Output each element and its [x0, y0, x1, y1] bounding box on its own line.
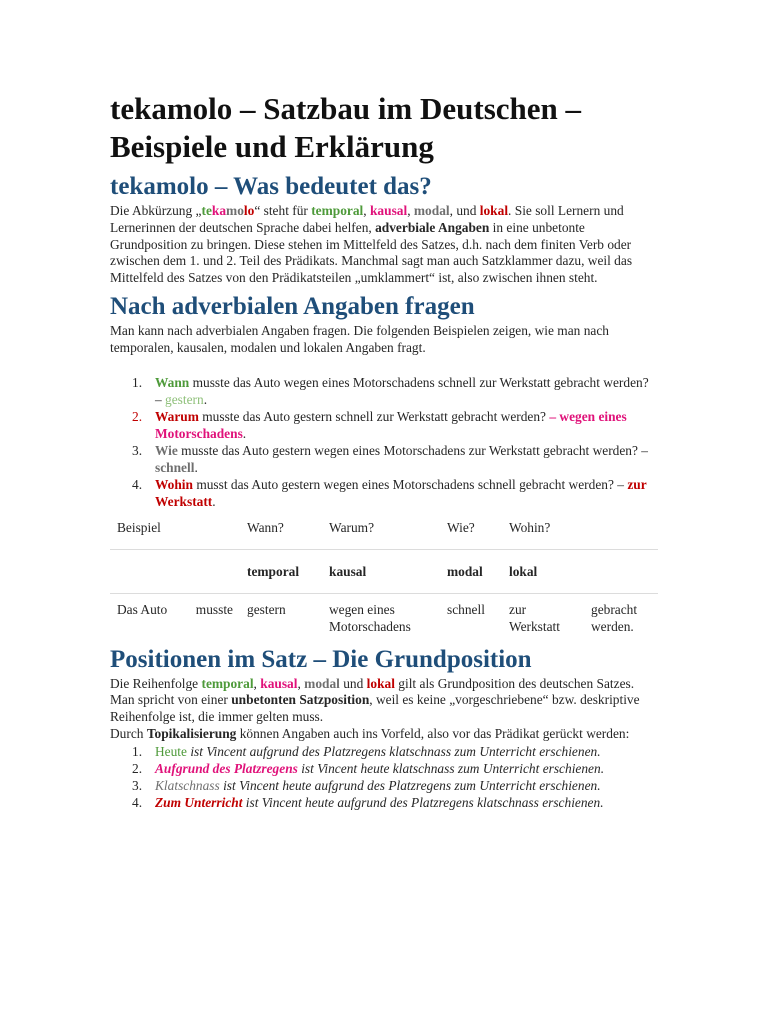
table-row — [110, 593, 658, 635]
list-item — [110, 743, 658, 760]
table-cell: gestern — [247, 601, 286, 617]
text-run: Durch — [110, 725, 147, 741]
term-topikalisierung: Topikalisierung — [146, 725, 237, 741]
text-run: , — [407, 203, 414, 218]
abbr-mo: mo — [226, 203, 244, 218]
question-word: Wohin — [155, 476, 193, 492]
page-title: tekamolo – Satzbau im Deutschen – Beispiele und Erklärung — [110, 91, 582, 164]
list-item — [110, 794, 658, 811]
list-item — [110, 476, 658, 510]
sentence-text: ist Vincent heute klatschnass zum Unterricht erschienen. — [297, 760, 605, 776]
list-item — [110, 777, 658, 794]
term-adverbiale-angaben: adverbiale Angaben — [375, 219, 490, 235]
example-sentence-list — [110, 743, 658, 811]
question-text: musste das Auto wegen eines Motorschadens schnell zur Werkstatt gebracht werden? – — [155, 374, 649, 407]
abbr-te: te — [201, 203, 212, 218]
list-number: 2. — [132, 760, 143, 776]
table-cell: schnell — [447, 601, 485, 617]
text-run: . Sie soll Lernern und Lernerinnen der deutschen Sprache dabei helfen, — [110, 203, 624, 235]
text-run: . — [203, 391, 208, 407]
answer: zur Werkstatt — [155, 476, 647, 509]
text-run: , — [297, 675, 305, 691]
heading-adverbialen-angaben: Nach adverbialen Angaben fragen — [110, 292, 475, 320]
table-cell: Das Auto — [117, 601, 168, 617]
list-item — [110, 442, 658, 476]
text-run: , — [253, 675, 261, 691]
answer: gestern — [165, 391, 204, 407]
sentence-lead: Klatschnass — [155, 777, 220, 793]
text-run: . — [212, 493, 216, 509]
abbr-ka: ka — [211, 203, 227, 218]
term-kausal: kausal — [260, 675, 298, 691]
sentence-text: ist Vincent aufgrund des Platzregens klatschnass zum Unterricht erschienen. — [186, 743, 601, 759]
sentence-lead: Zum Unterricht — [155, 794, 243, 810]
table-cell: wegen eines Motorschadens — [329, 601, 411, 634]
question-text: musste das Auto gestern wegen eines Motorschadens zur Werkstatt gebracht werden? – — [177, 442, 648, 458]
paragraph-fragen-intro: Man kann nach adverbialen Angaben fragen. Die folgenden Beispielen zeigen, wie man nach temporalen, kausalen, modalen und lokalen Angaben fragt. — [110, 322, 609, 355]
term-lokal: lokal — [366, 675, 395, 691]
answer: – wegen eines Motorschadens — [155, 408, 627, 441]
abbr-lo: lo — [243, 203, 255, 218]
question-word: Wann — [155, 374, 190, 390]
table-cell: zur Werkstatt — [509, 601, 560, 634]
sentence-lead: Aufgrund des Platzregens — [155, 760, 298, 776]
text-run: können Angaben auch ins Vorfeld, also vor das Prädikat gerückt werden: — [236, 725, 630, 741]
text-run: , und — [449, 203, 480, 218]
table-cell: modal — [440, 549, 502, 593]
table-cell — [584, 549, 658, 593]
term-temporal: temporal — [311, 203, 364, 218]
list-number: 3. — [132, 777, 143, 793]
term-modal: modal — [304, 675, 340, 691]
heading-was-bedeutet: tekamolo – Was bedeutet das? — [110, 173, 432, 200]
table-cell — [584, 516, 658, 550]
text-run: . — [194, 459, 198, 475]
table-header-row — [110, 516, 658, 550]
table-label-row — [110, 549, 658, 593]
text-run: in eine unbetonte Grundposition zu bringen. Diese stehen im Mittelfeld des Satzes, d.h. nach dem finiten Verb oder zwischen dem 1. und 2. Teil des Prädikats. Manchmal sagt man auch Satzklammer dazu, weil das Mittelfeld des Satzes von den Prädikatsteilen „umklammert“ ist, also zwischen ihnen steht. — [110, 219, 633, 286]
term-lokal: lokal — [479, 203, 509, 218]
table-cell: Beispiel — [110, 516, 180, 550]
table-cell: Wann? — [240, 516, 322, 550]
table-cell: gebracht werden. — [591, 601, 638, 634]
list-item — [110, 760, 658, 777]
table-cell: lokal — [502, 549, 584, 593]
paragraph-topikalisierung — [110, 726, 658, 743]
table-cell: Warum? — [322, 516, 440, 550]
term-modal: modal — [413, 203, 450, 218]
list-number: 4. — [132, 476, 143, 492]
table-cell: musste — [195, 601, 233, 617]
term-unbetonte-satzposition: unbetonten Satzposition — [231, 692, 370, 708]
question-text: musst das Auto gestern wegen eines Motorschadens schnell gebracht werden? – — [192, 476, 628, 492]
table-cell: kausal — [322, 549, 440, 593]
text-run: , weil es keine „vorgeschriebene“ bzw. deskriptive Reihenfolge ist, die immer gelten muss. — [110, 692, 640, 725]
text-run: Die Abkürzung „ — [110, 203, 202, 218]
list-item — [110, 408, 658, 442]
tekamolo-table — [110, 516, 658, 635]
text-run: Die Reihenfolge — [110, 675, 202, 691]
text-run: und — [339, 675, 367, 691]
sentence-text: ist Vincent heute aufgrund des Platzregens klatschnass erschienen. — [242, 794, 604, 810]
question-word: Wie — [155, 442, 178, 458]
question-word: Warum — [155, 408, 199, 424]
list-number: 4. — [132, 794, 143, 810]
sentence-lead: Heute — [155, 743, 187, 759]
table-cell: temporal — [240, 549, 322, 593]
text-run: , — [363, 203, 370, 218]
list-number: 3. — [132, 442, 143, 458]
text-run: “ steht für — [254, 203, 312, 218]
term-temporal: temporal — [201, 675, 254, 691]
answer: schnell — [155, 459, 195, 475]
list-number: 1. — [132, 374, 143, 390]
question-text: musste das Auto gestern schnell zur Werkstatt gebracht werden? — [198, 408, 550, 424]
list-number: 2. — [132, 408, 143, 424]
heading-grundposition: Positionen im Satz – Die Grundposition — [110, 645, 532, 673]
table-cell: Wie? — [440, 516, 502, 550]
paragraph-tekamolo-definition — [110, 203, 658, 287]
list-number: 1. — [132, 743, 143, 759]
question-list — [110, 374, 658, 510]
text-run: gilt als Grundposition des deutschen Satzes. Man spricht von einer — [110, 675, 635, 708]
sentence-text: ist Vincent heute aufgrund des Platzregens zum Unterricht erschienen. — [219, 777, 601, 793]
list-item — [110, 374, 658, 408]
table-cell — [180, 549, 240, 593]
table-cell — [110, 549, 180, 593]
table-cell: Wohin? — [502, 516, 584, 550]
text-run: . — [242, 425, 247, 441]
table-cell — [180, 516, 240, 550]
paragraph-grundposition — [110, 676, 658, 726]
term-kausal: kausal — [369, 203, 408, 218]
